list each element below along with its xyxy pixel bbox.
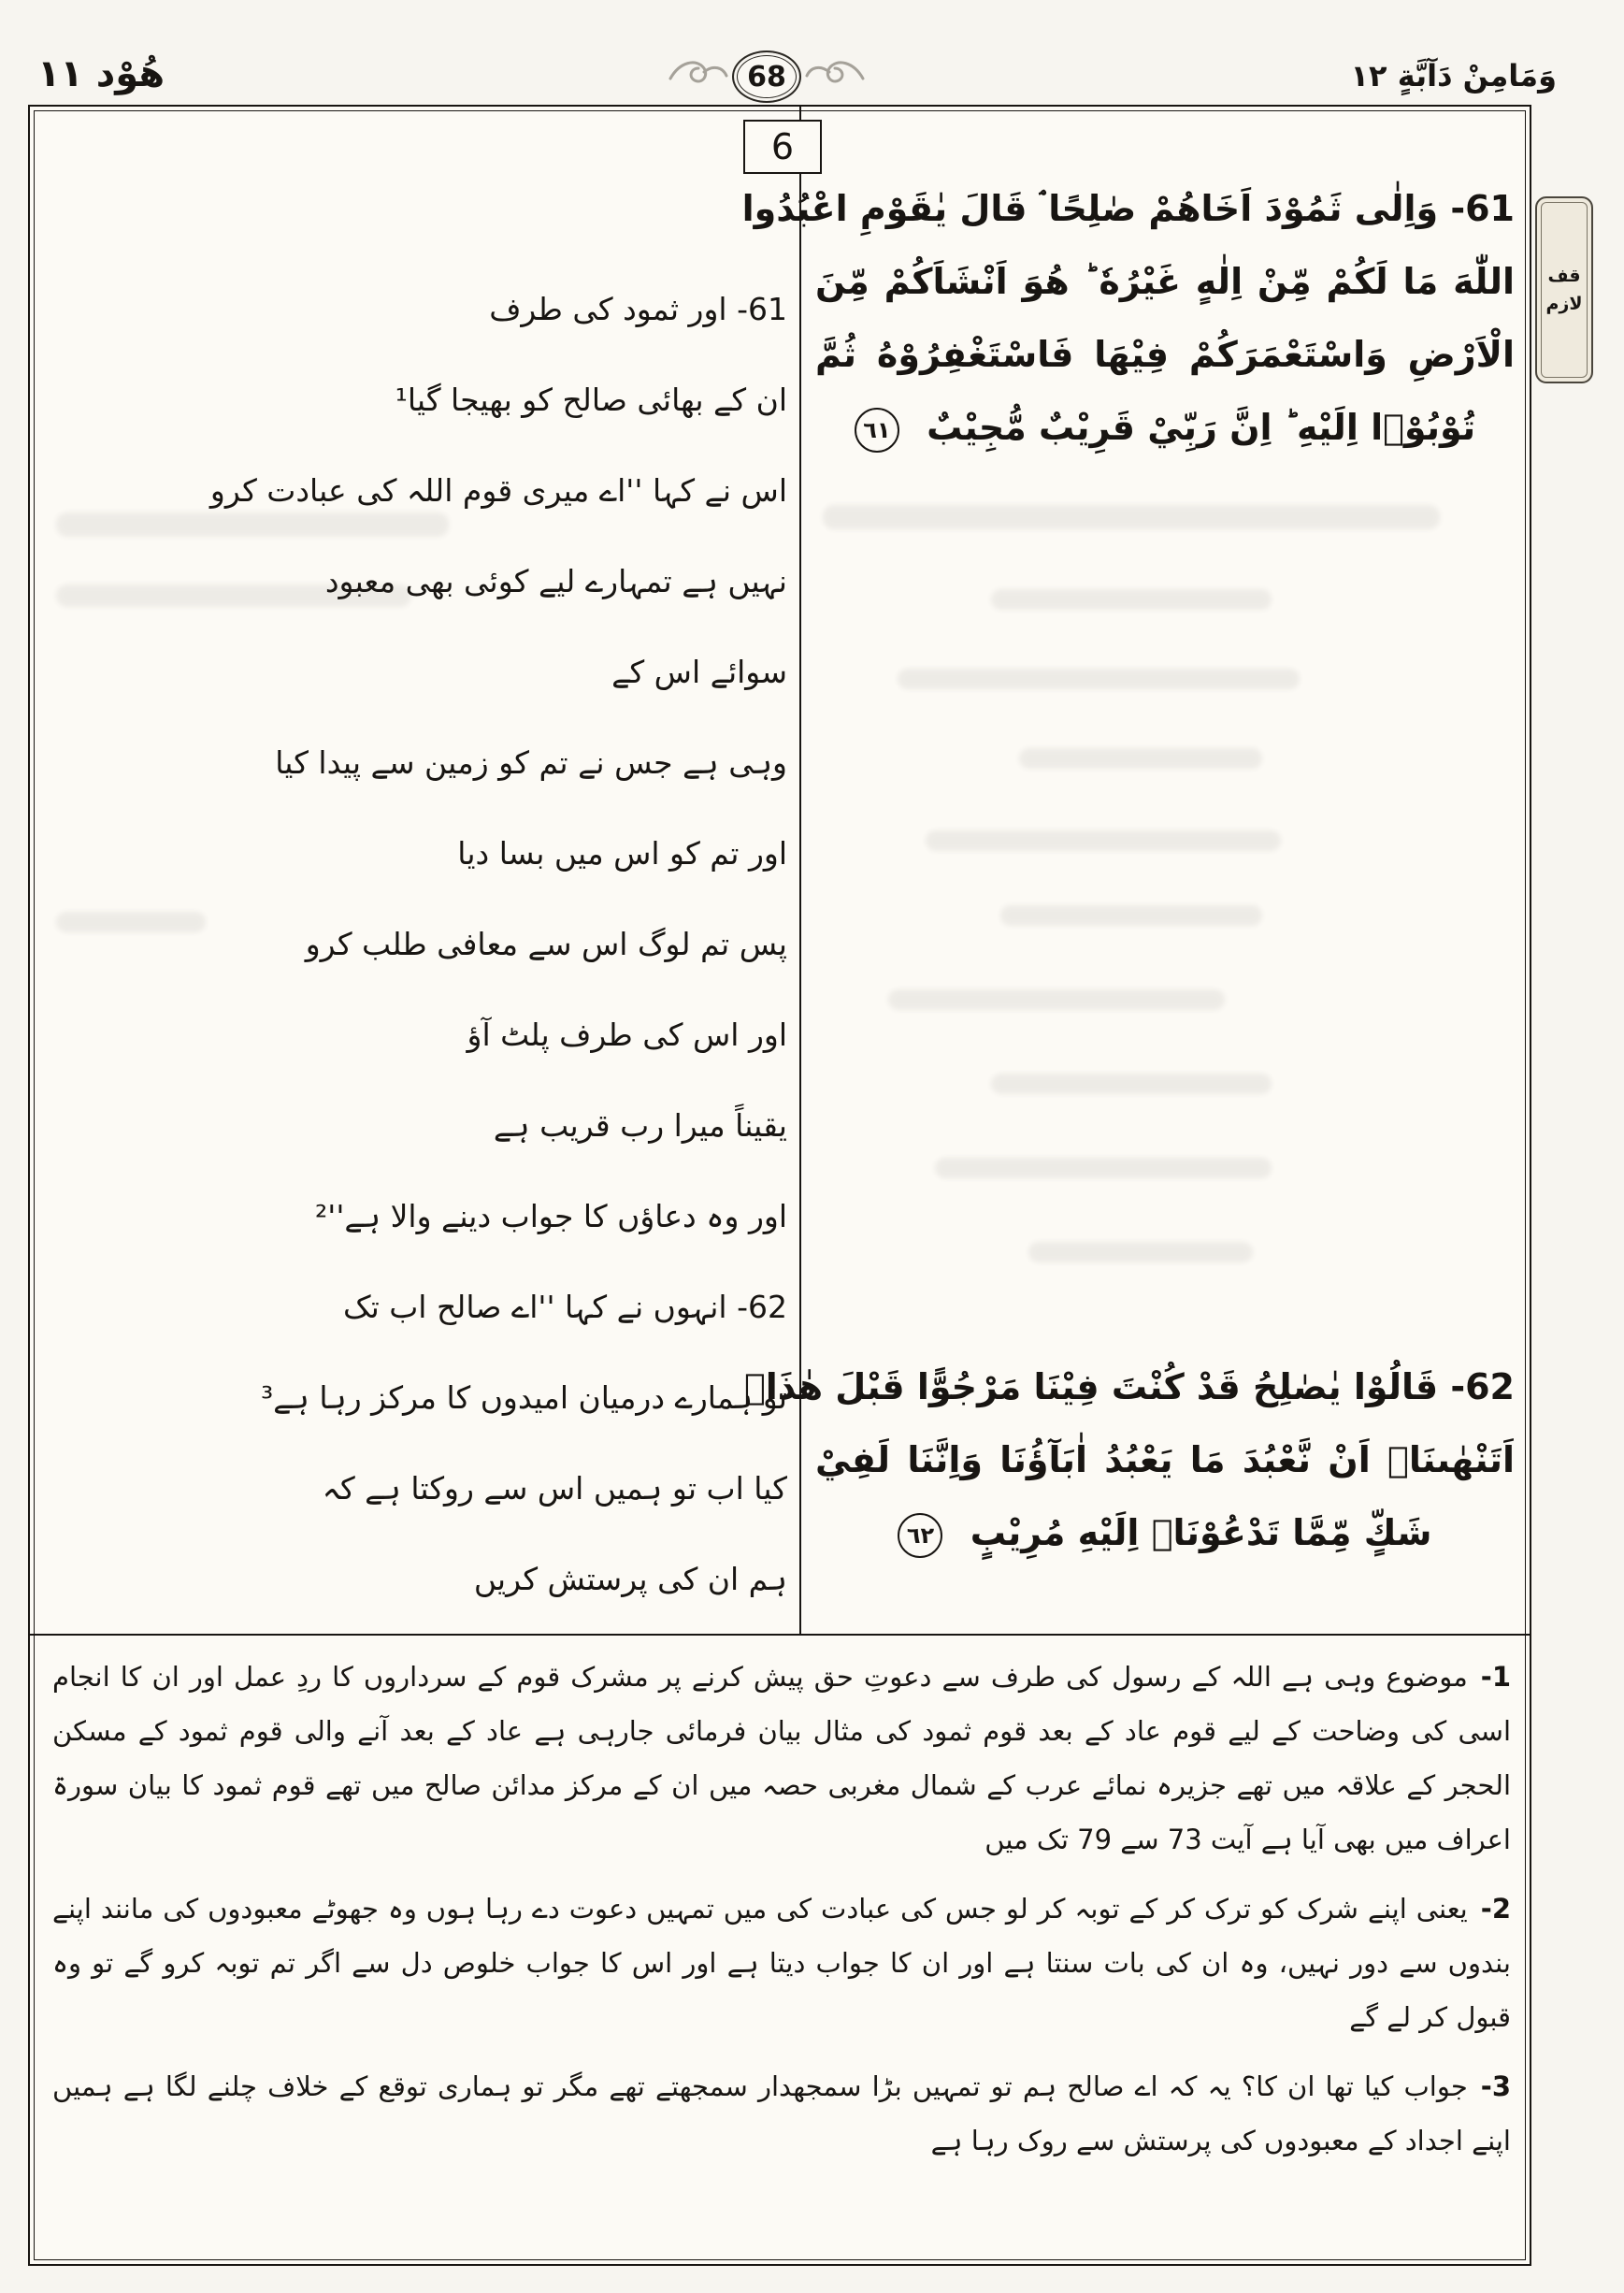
translation-line: اس نے کہا ''اے میری قوم اللہ کی عبادت کرو — [209, 472, 787, 509]
translation-line: کیا اب تو ہمیں اس سے روکتا ہے کہ — [322, 1470, 787, 1507]
main-text-frame — [28, 105, 1531, 2266]
footnote-number: 2- — [1480, 1893, 1511, 1925]
quran-verse-61 — [741, 172, 1515, 464]
juz-name-header: وَمَامِنْ دَآبَّةٍ ۱۲ — [1350, 58, 1557, 94]
margin-stamp: قف لازم — [1535, 196, 1593, 383]
ghost-mark — [823, 505, 1440, 529]
ruku-number-box: 6 — [743, 120, 822, 174]
footnote-3 — [52, 2059, 1511, 2168]
cartouche-flourish-right-icon — [805, 56, 865, 97]
translation-line: 61- اور ثمود کی طرف — [489, 291, 787, 327]
footnote-1 — [52, 1650, 1511, 1867]
ghost-mark — [898, 669, 1300, 689]
translation-line: سوائے اس کے — [611, 654, 787, 690]
surah-name-header: هُوْد ۱۱ — [37, 52, 165, 95]
ghost-mark — [1019, 748, 1262, 769]
footnote-number: 3- — [1480, 2070, 1511, 2102]
footnotes-section — [52, 1650, 1511, 2183]
page-number: 68 — [747, 60, 786, 94]
page-number-oval — [732, 50, 801, 103]
quran-line: 61- وَاِلٰى ثَمُوْدَ اَخَاهُمْ صٰلِحًا ۘ قَالَ يٰقَوْمِ اعْبُدُوا — [741, 188, 1515, 229]
ayah-end-mark: ٦٢ — [898, 1513, 942, 1558]
footnote-text: جواب کیا تھا ان کا؟ یہ کہ اے صالح ہم تو تمہیں بڑا سمجھدار سمجھتے تھے مگر تو ہماری توقع کے خلاف چلنے لگا ہے ہمیں اپنے اجداد کے معبودوں کی پرستش سے روک رہا ہے — [52, 2070, 1511, 2156]
ghost-mark — [56, 584, 411, 607]
translation-line: اور اس کی طرف پلٹ آؤ — [467, 1017, 787, 1053]
footnote-number: 1- — [1480, 1661, 1511, 1693]
translation-line: ہم ان کی پرستش کریں — [473, 1561, 787, 1597]
ghost-mark — [888, 989, 1225, 1010]
quran-line: الْاَرْضِ وَاسْتَعْمَرَكُمْ فِيْهَا فَاسْتَغْفِرُوْهُ ثُمَّ — [815, 334, 1515, 375]
quran-line-text: شَكٍّ مِّمَّا تَدْعُوْنَاۤ اِلَيْهِ مُرِيْبٍ — [970, 1512, 1432, 1553]
ghost-mark — [1028, 1242, 1253, 1262]
translation-line: یقیناً میرا رب قریب ہے — [493, 1107, 787, 1144]
ghost-mark — [991, 1074, 1272, 1094]
quran-line — [815, 1496, 1515, 1569]
ghost-mark — [926, 830, 1281, 851]
footnote-2 — [52, 1882, 1511, 2044]
translation-line: پس تم لوگ اس سے معافی طلب کرو — [305, 926, 787, 962]
quran-line-text: تُوْبُوْۤا اِلَيْهِ ؕ اِنَّ رَبِّيْ قَرِيْبٌ مُّجِيْبٌ — [927, 407, 1476, 448]
translation-line: اور تم کو اس میں بسا دیا — [457, 835, 787, 872]
translation-line: تو ہمارے درمیان امیدوں کا مرکز رہا ہے³ — [260, 1379, 787, 1416]
quran-line: 62- قَالُوْا يٰصٰلِحُ قَدْ كُنْتَ فِيْنَا مَرْجُوًّا قَبْلَ هٰذَاۤ — [743, 1366, 1515, 1407]
ghost-mark — [935, 1158, 1272, 1178]
ghost-mark — [56, 512, 449, 537]
footnote-text: موضوع وہی ہے اللہ کے رسول کی طرف سے دعوتِ حق پیش کرنے پر مشرک قوم کے سرداروں کا ردِ عمل اور ان کا انجام اسی کی وضاحت کے لیے قوم عاد کے بعد قوم ثمود کی مثال بیان فرمائی جارہی ہے عاد کے بعد آنے والی قوم ثمود کے مسکن الحجر کے علاقہ میں تھے جزیرہ نمائے عرب کے شمال مغربی حصہ میں ان کے مرکز مدائن صالح میں تھے قوم ثمود کا بیان سورۃ اعراف میں بھی آیا ہے آیت 73 سے 79 تک میں — [52, 1661, 1511, 1855]
footnote-text: یعنی اپنے شرک کو ترک کر کے توبہ کر لو جس کی عبادت کی میں تمہیں دعوت دے رہا ہوں وہ جھوٹے معبودوں کی مانند اپنے بندوں سے دور نہیں، وہ ان کی بات سنتا ہے اور ان کا جواب دیتا ہے اور اس کا جواب خلوص دل سے اگر تم توبہ کرو گے تو وہ قبول کر لے گے — [52, 1893, 1511, 2033]
quran-verse-62 — [743, 1350, 1515, 1569]
ghost-mark — [1000, 905, 1262, 926]
quran-line: اَتَنْهٰىنَاۤ اَنْ نَّعْبُدَ مَا يَعْبُدُ اٰبَآؤُنَا وَاِنَّنَا لَفِيْ — [815, 1439, 1515, 1480]
footnote-divider — [30, 1634, 1530, 1636]
quran-line: اللّٰهَ مَا لَكُمْ مِّنْ اِلٰهٍ غَيْرُهٗ ؕ هُوَ اَنْشَاَكُمْ مِّنَ — [815, 261, 1515, 302]
ghost-mark — [56, 912, 206, 932]
ghost-mark — [991, 589, 1272, 610]
ayah-end-mark: ٦١ — [855, 408, 899, 453]
translation-line: وہی ہے جس نے تم کو زمین سے پیدا کیا — [275, 744, 787, 781]
quran-line — [815, 391, 1515, 464]
translation-line: 62- انہوں نے کہا ''اے صالح اب تک — [343, 1289, 787, 1325]
page-number-cartouche — [668, 47, 865, 107]
translation-line: نہیں ہے تمہارے لیے کوئی بھی معبود — [324, 563, 787, 599]
cartouche-flourish-left-icon — [668, 56, 728, 97]
translation-line: اور وہ دعاؤں کا جواب دینے والا ہے''² — [315, 1198, 787, 1234]
translation-line: ان کے بھائی صالح کو بھیجا گیا¹ — [395, 382, 787, 418]
urdu-translation-column — [45, 264, 787, 1624]
